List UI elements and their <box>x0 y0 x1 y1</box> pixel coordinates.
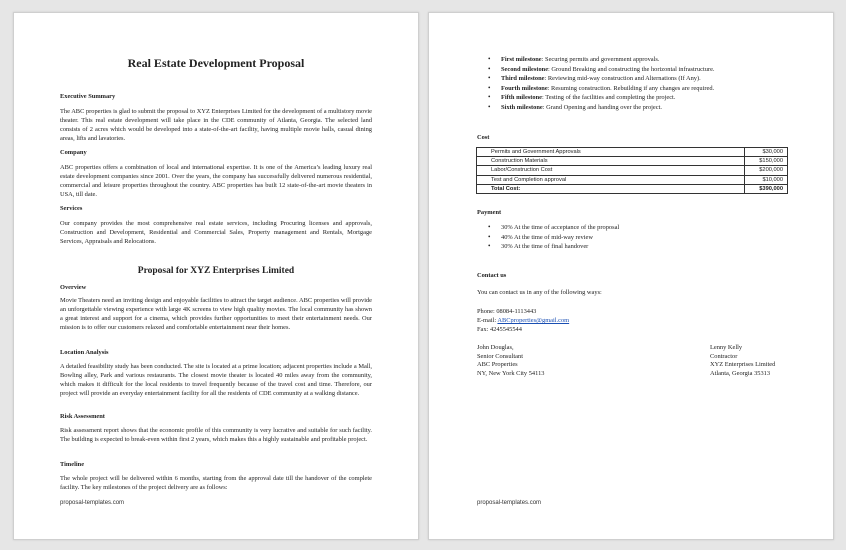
cost-heading: Cost <box>477 134 490 141</box>
contact-heading: Contact us <box>477 272 507 279</box>
executive-summary-text: The ABC properties is glad to submit the proposal to XYZ Enterprises Limited for the development of a multistory movie theater. This real estate development will take place in the CDE community of Atlanta, Georgia. The selected land consists of 2 acres which would be developed into a state-of-the-art facility, having multiple movie halls, casual dining areas, lifts and lavatories. <box>60 108 372 142</box>
list-item: • 40% At the time of mid-way review <box>477 233 797 243</box>
document-page-1 <box>13 12 419 540</box>
list-item: • Sixth milestone: Grand Opening and handing over the project. <box>477 103 797 113</box>
document-title: Real Estate Development Proposal <box>127 56 305 70</box>
payment-list <box>477 223 797 252</box>
page-footer: proposal-templates.com <box>60 500 125 506</box>
list-item: • First milestone: Securing permits and government approvals. <box>477 55 797 65</box>
signature-right: Lenny Kelly Contractor XYZ Enterprises Limited Atlanta, Georgia 35313 <box>710 344 776 377</box>
payment-heading: Payment <box>477 209 502 216</box>
services-text: Our company provides the most comprehensive real estate services, including Procuring licenses and approvals, Construction and Development, Residential and Commercial Sales, Property management and Rentals, Mortgage Services, Appraisals and Relocations. <box>60 220 372 245</box>
proposal-subtitle: Proposal for XYZ Enterprises Limited <box>137 266 295 276</box>
list-item: • 30% At the time of acceptance of the proposal <box>477 223 797 233</box>
table-row: Permits and Government Approvals $30,000 <box>477 148 788 157</box>
list-item: • 30% At the time of final handover <box>477 242 797 252</box>
contact-fax: Fax: 4245545544 <box>477 326 522 333</box>
contact-phone: Phone: 08084-1113443 <box>477 308 537 315</box>
timeline-text: The whole project will be delivered within 6 months, starting from the approval date till the handover of the complete facility. The key milestones of the project delivery are as follows: <box>60 475 372 491</box>
table-row: Test and Completion approval $10,000 <box>477 175 788 184</box>
signature-left: John Douglas, Senior Consultant ABC Properties NY, New York City 54113 <box>477 344 545 377</box>
risk-assessment-heading: Risk Assessment <box>60 413 105 420</box>
list-item: • Fourth milestone: Resuming construction. Rebuilding if any changes are required. <box>477 84 797 94</box>
table-row-total: Total Cost: $390,000 <box>477 184 788 193</box>
list-item: • Fifth milestone: Testing of the facilities and completing the project. <box>477 93 797 103</box>
overview-text: Movie Theaters need an inviting design and enjoyable facilities to attract the target audience. ABC properties will provide an unforgettable viewing experience with large 4K screens to view high quality movies. The local community has shown a great interest and support for a cinema, which provides further opportunities to meet their entertainment needs. Our mission is to offer our customers relaxed and comfortable entertainment near their homes. <box>60 297 372 331</box>
services-heading: Services <box>60 205 83 212</box>
page-footer: proposal-templates.com <box>477 500 542 506</box>
table-row: Construction Materials $150,000 <box>477 157 788 166</box>
contact-intro: You can contact us in any of the following ways: <box>477 289 602 296</box>
document-page-2 <box>428 12 834 540</box>
list-item: • Third milestone: Reviewing mid-way construction and Alternations (If Any). <box>477 74 797 84</box>
risk-assessment-text: Risk assessment report shows that the economic profile of this community is very lucrative and suitable for such facility. The building is expected to break-even within first 2 years, which makes this a highly sustainable and profitable project. <box>60 427 372 443</box>
company-text: ABC properties offers a combination of local and international expertise. It is one of the America’s leading luxury real estate development companies since 2001. Over the years, the company has successfully delivered numerous residential, commercial and leisure properties throughout the country. ABC properties has built 12 state-of-the-art movie theaters in USA, till date. <box>60 164 372 198</box>
location-analysis-heading: Location Analysis <box>60 349 109 356</box>
cost-table <box>476 147 788 194</box>
email-link[interactable]: ABCproperties@gmail.com <box>497 317 570 324</box>
company-heading: Company <box>60 149 87 156</box>
overview-heading: Overview <box>60 284 87 291</box>
timeline-heading: Timeline <box>60 461 85 468</box>
list-item: • Second milestone: Ground Breaking and constructing the horizontal infrastructure. <box>477 65 797 75</box>
milestone-list <box>477 55 797 113</box>
table-row: Labor/Construction Cost $200,000 <box>477 166 788 175</box>
location-analysis-text: A detailed feasibility study has been conducted. The site is located at a prime location; adjacent properties include a Mall, Bowling alley, Park and various restaurants. The closest movie theater is located 40 miles away from the community, which makes it difficult for the local residents to travel frequently because of the travel cost and time. Therefore, our project will provide an everyday entertainment facility for all the residents of CDE community at a walking distance. <box>60 363 372 397</box>
contact-email-line: E-mail: ABCproperties@gmail.com <box>477 317 570 324</box>
executive-summary-heading: Executive Summary <box>60 93 116 100</box>
